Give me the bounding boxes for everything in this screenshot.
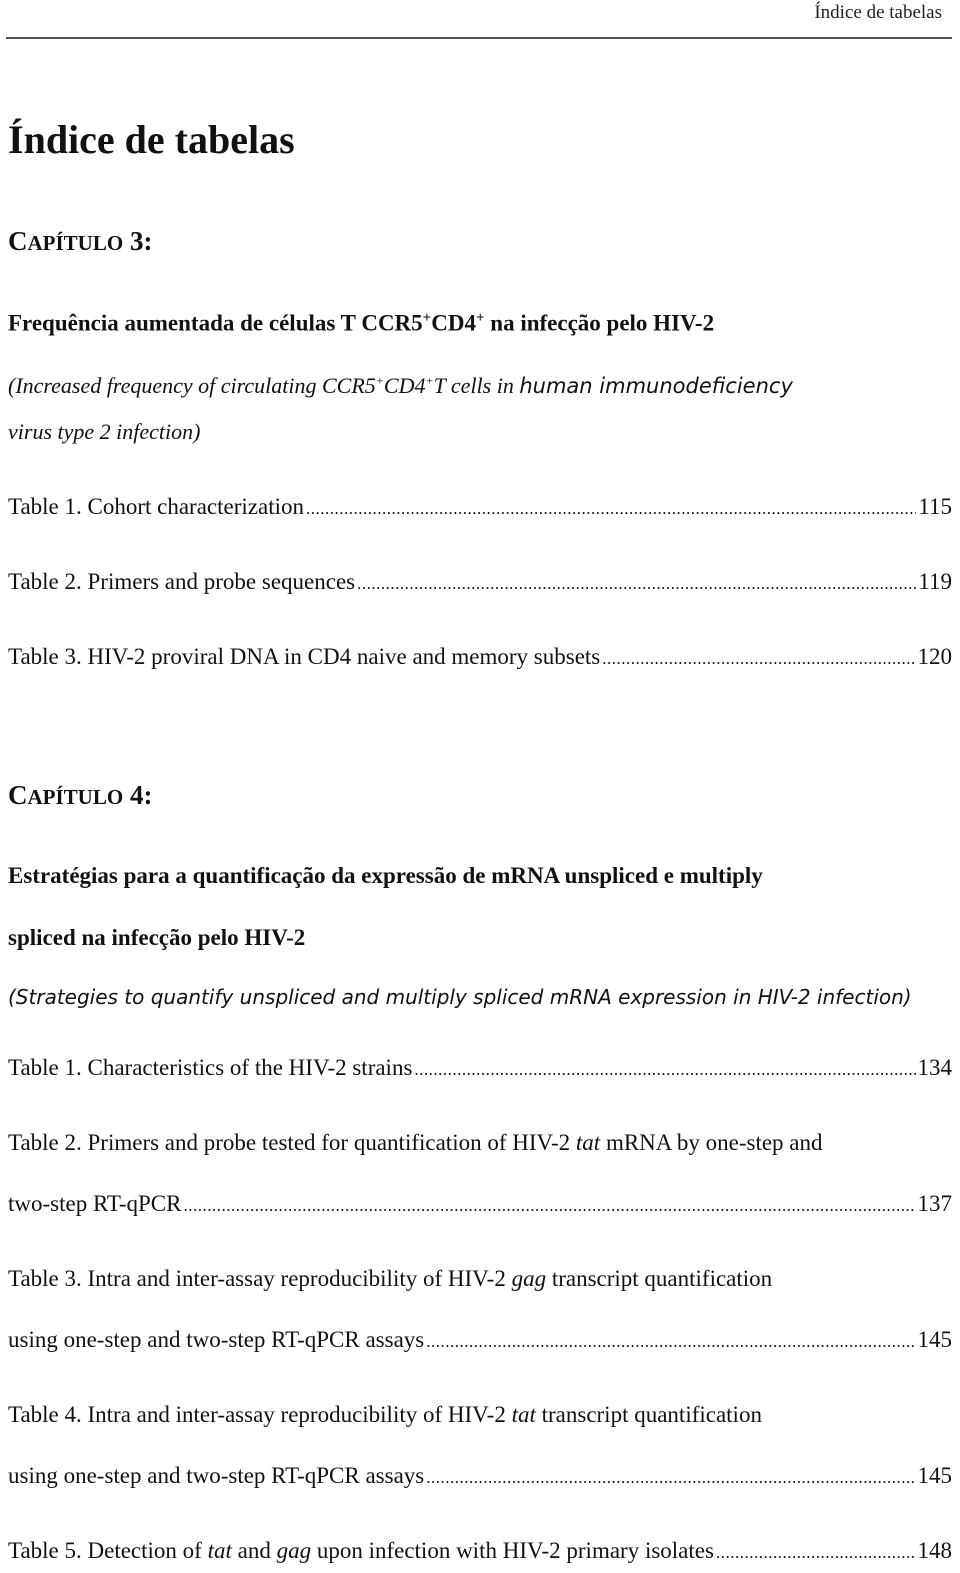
running-header: Índice de tabelas	[814, 2, 942, 23]
dot-leader	[357, 569, 916, 595]
toc-entry[interactable]: using one-step and two-step RT-qPCR assays ..... 145	[8, 1463, 952, 1489]
page-number: 115	[918, 494, 952, 519]
page-number: 134	[917, 1055, 952, 1080]
dot-leader	[306, 494, 916, 520]
page-number: 119	[918, 569, 952, 594]
dot-leader	[184, 1191, 916, 1217]
chapter-3-english-title-line2: virus type 2 infection)	[8, 419, 201, 444]
toc-entry[interactable]: Table 5. Detection of tat and gag upon infection with HIV-2 primary isolates ..... 148	[8, 1538, 952, 1564]
header-rule	[6, 37, 952, 39]
page-number: 120	[917, 644, 952, 669]
toc-entry-line1[interactable]: Table 4. Intra and inter-assay reproducibility of HIV-2 tat transcript quantification	[8, 1402, 762, 1427]
toc-entry[interactable]: Table 2. Primers and probe sequences ..... 119	[8, 569, 952, 595]
chapter-3-title: Frequência aumentada de células T CCR5+CD4+ na infecção pelo HIV-2	[8, 310, 715, 336]
toc-entry[interactable]: two-step RT-qPCR ..... 137	[8, 1191, 952, 1217]
toc-entry[interactable]: using one-step and two-step RT-qPCR assays ..... 145	[8, 1327, 952, 1353]
chapter-4-title: Estratégias para a quantificação da expressão de mRNA unspliced e multiply	[8, 863, 763, 888]
dot-leader	[716, 1538, 916, 1564]
dot-leader	[602, 644, 915, 670]
page-title: Índice de tabelas	[8, 117, 295, 162]
toc-entry[interactable]: Table 3. HIV-2 proviral DNA in CD4 naive and memory subsets ..... 120	[8, 644, 952, 670]
dot-leader	[426, 1327, 915, 1353]
page-number: 137	[917, 1191, 952, 1216]
page-number: 148	[917, 1538, 952, 1563]
dot-leader	[414, 1055, 915, 1081]
dot-leader	[426, 1463, 915, 1489]
chapter-4-heading: CAPÍTULO 4:	[8, 780, 153, 810]
chapter-4-english-title: (Strategies to quantify unspliced and multiply spliced mRNA expression in HIV-2 infection)	[8, 985, 912, 1009]
page-number: 145	[917, 1463, 952, 1488]
toc-entry-line1[interactable]: Table 3. Intra and inter-assay reproducibility of HIV-2 gag transcript quantification	[8, 1266, 773, 1291]
toc-entry[interactable]: Table 1. Cohort characterization ..... 115	[8, 494, 952, 520]
chapter-4-title-line2: spliced na infecção pelo HIV-2	[8, 925, 306, 950]
page-number: 145	[917, 1327, 952, 1352]
chapter-3-heading: CAPÍTULO 3:	[8, 226, 153, 256]
toc-entry-line1[interactable]: Table 2. Primers and probe tested for quantification of HIV-2 tat mRNA by one-step and	[8, 1130, 823, 1155]
toc-entry[interactable]: Table 1. Characteristics of the HIV-2 strains ..... 134	[8, 1055, 952, 1081]
chapter-3-english-title: (Increased frequency of circulating CCR5+CD4+T cells in human immunodeficiency	[8, 373, 793, 398]
